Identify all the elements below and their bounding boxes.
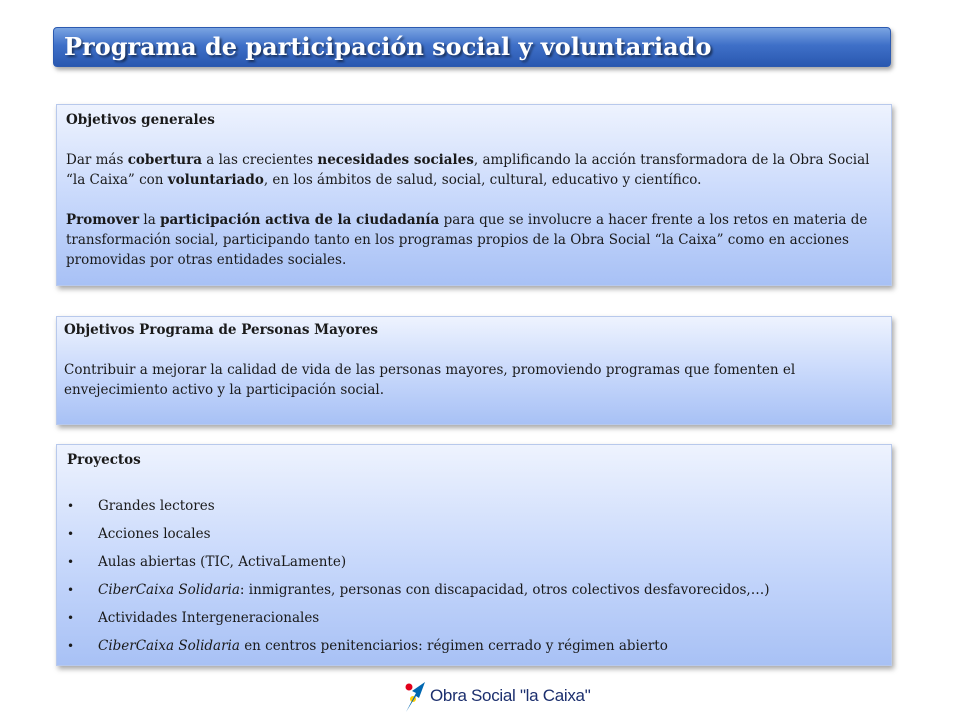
list-item: • Grandes lectores — [67, 498, 215, 514]
objetivos-generales-paragraph-2: Promover la participación activa de la ciudadanía para que se involucre a hacer frente a los retos en materia de transformación social, participando tanto en los programas propios de la Obra Social “la Caixa” como en acciones promovidas por otras entidades sociales. — [66, 212, 868, 268]
bullet-icon: • — [67, 527, 75, 541]
objetivos-mayores-text: Contribuir a mejorar la calidad de vida de las personas mayores, promoviendo programas que fomenten el envejecimiento activo y la participación social. — [64, 362, 796, 398]
list-item: • Aulas abiertas (TIC, ActivaLamente) — [67, 554, 347, 570]
title-banner — [53, 27, 891, 67]
objetivos-generales-panel — [56, 104, 892, 286]
bullet-icon: • — [67, 583, 75, 597]
proyectos-heading: Proyectos — [67, 452, 141, 468]
list-item: • Actividades Intergeneracionales — [67, 610, 320, 626]
objetivos-mayores-panel — [56, 316, 892, 425]
objetivos-mayores-heading: Objetivos Programa de Personas Mayores — [64, 322, 379, 338]
objetivos-generales-heading: Objetivos generales — [66, 112, 215, 128]
list-item: • CiberCaixa Solidaria en centros penitenciarios: régimen cerrado y régimen abierto — [67, 638, 668, 654]
logo-text: Obra Social "la Caixa" — [430, 686, 591, 705]
list-item: • Acciones locales — [67, 526, 211, 542]
proyectos-panel — [56, 444, 892, 666]
page-title: Programa de participación social y voluntariado — [64, 32, 712, 61]
la-caixa-star-icon — [400, 676, 430, 716]
list-item: • CiberCaixa Solidaria: inmigrantes, personas con discapacidad, otros colectivos desfavorecidos,…) — [67, 582, 770, 598]
objetivos-generales-paragraph-1: Dar más cobertura a las crecientes necesidades sociales, amplificando la acción transformadora de la Obra Social “la Caixa” con voluntariado, en los ámbitos de salud, social, cultural, educativo y científico. — [66, 152, 870, 188]
bullet-icon: • — [67, 639, 75, 653]
proyectos-list — [67, 496, 881, 664]
bullet-icon: • — [67, 499, 75, 513]
obra-social-logo — [400, 676, 600, 716]
bullet-icon: • — [67, 611, 75, 625]
bullet-icon: • — [67, 555, 75, 569]
